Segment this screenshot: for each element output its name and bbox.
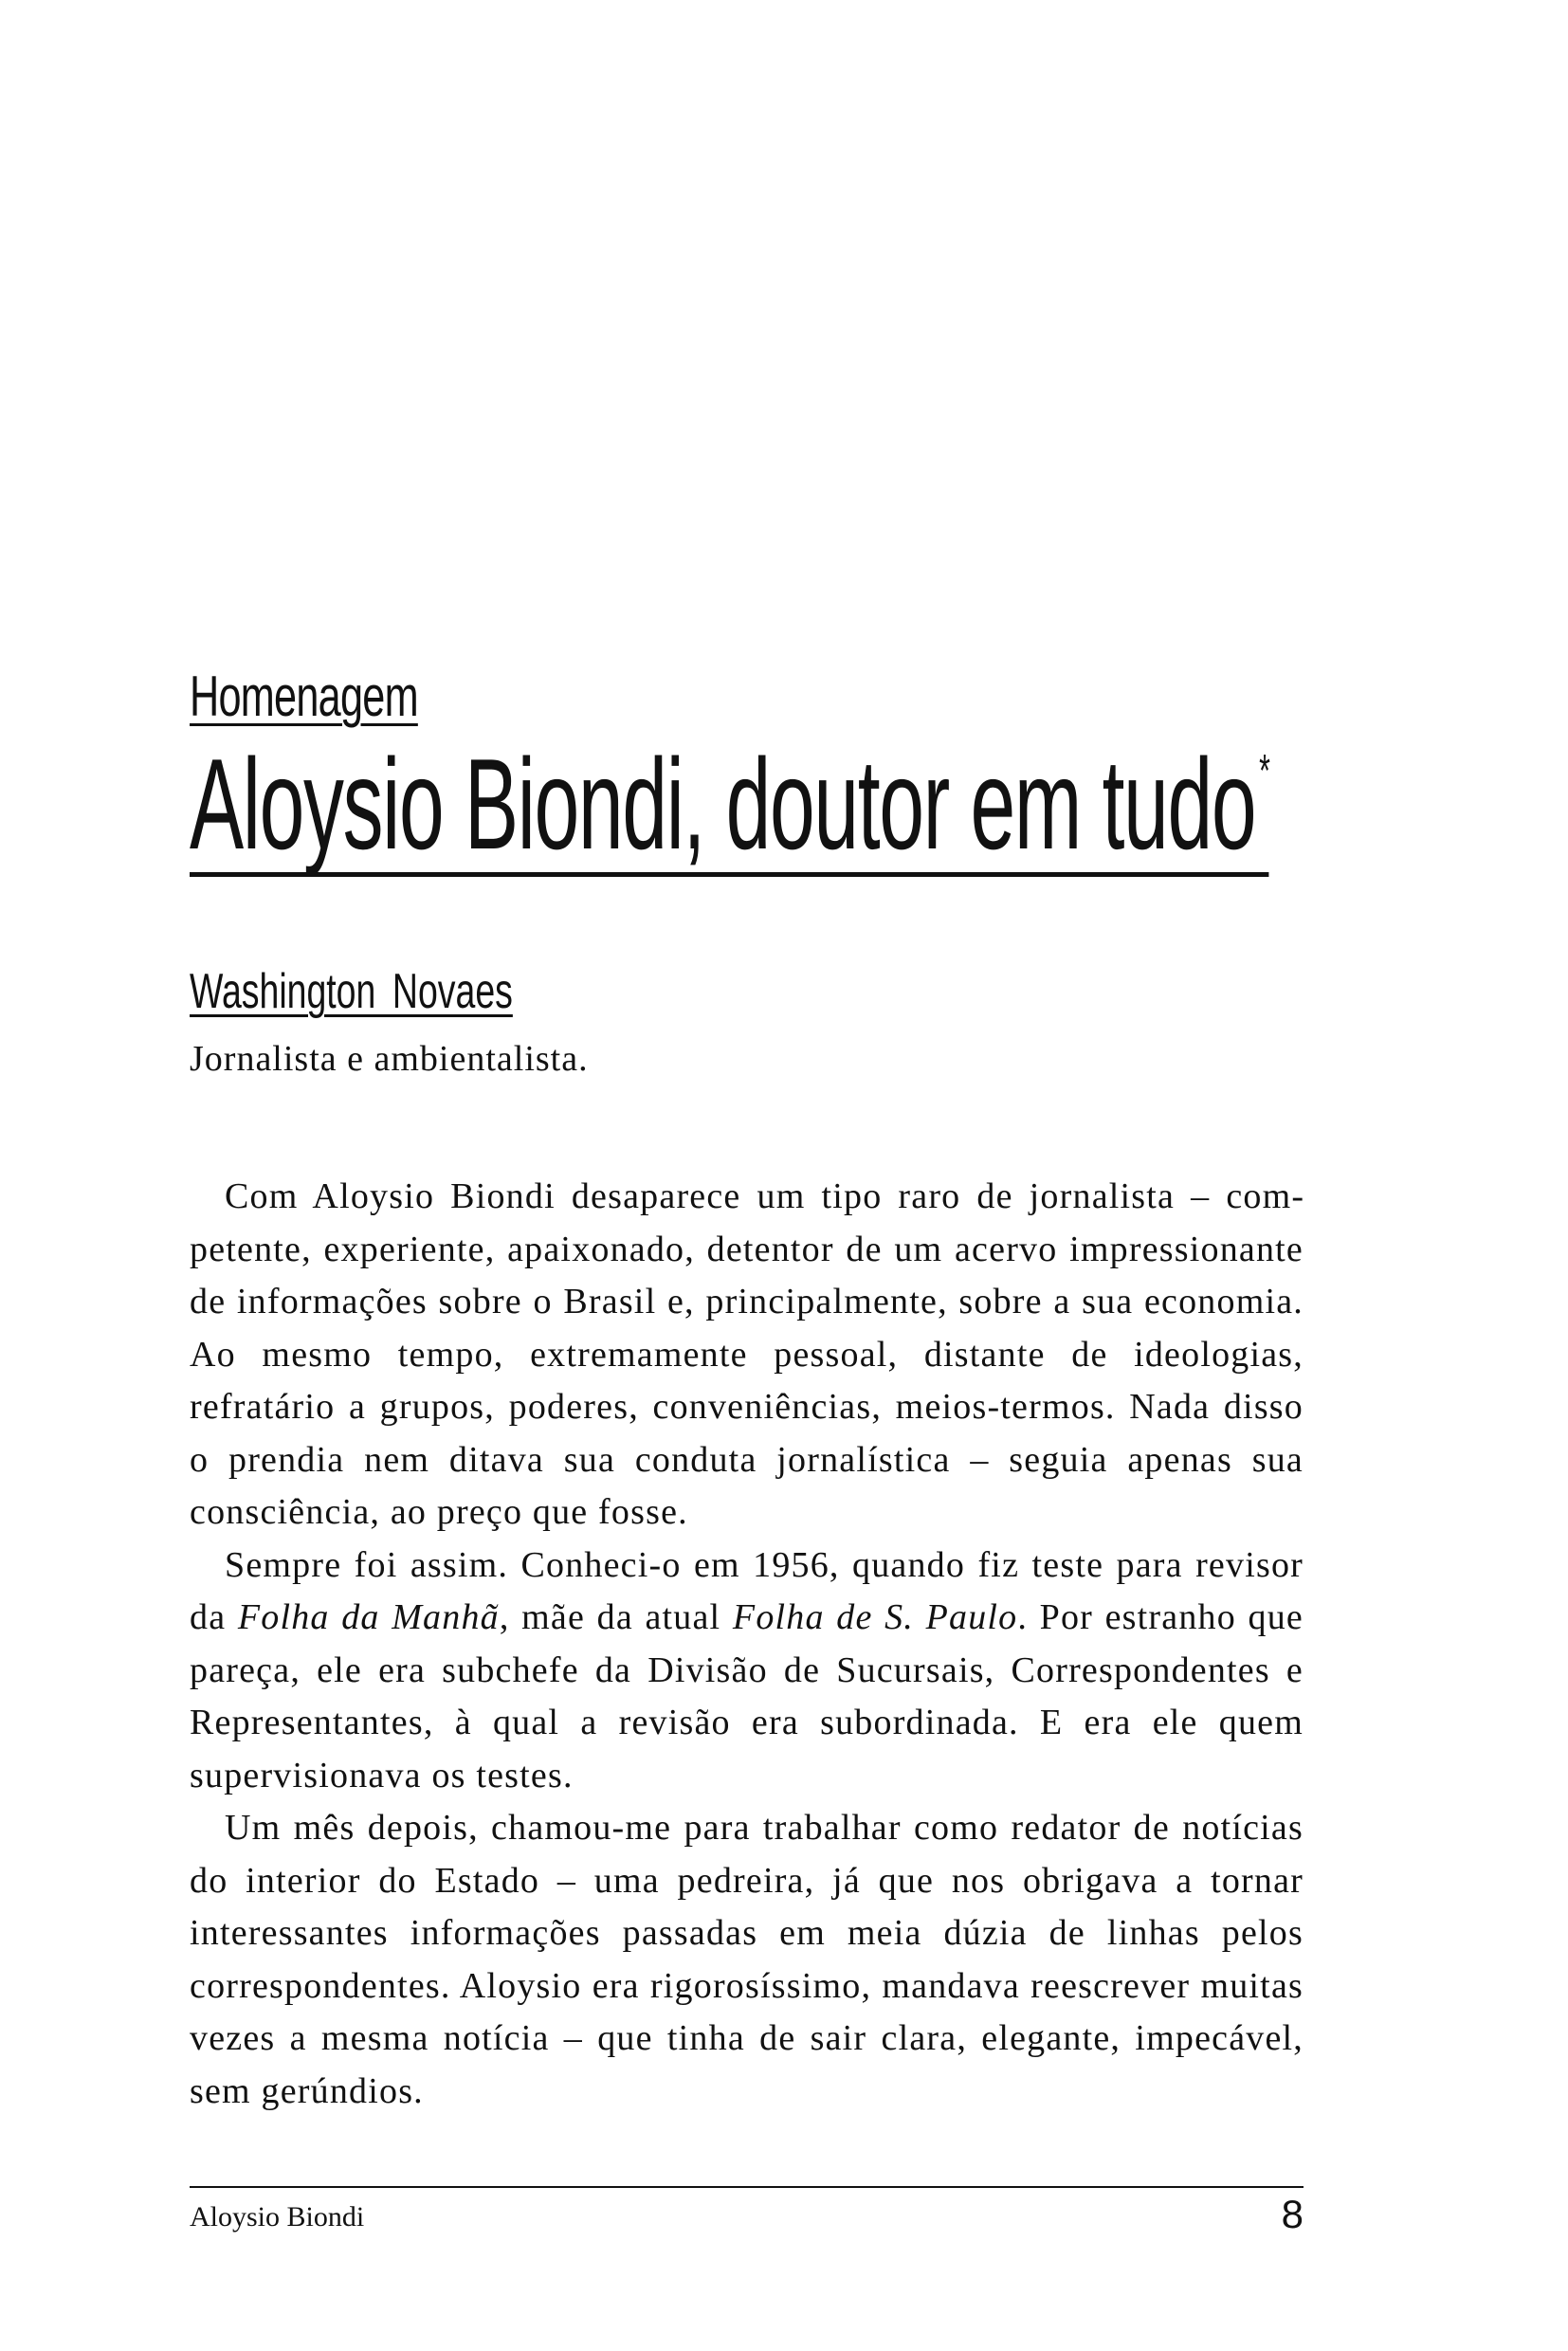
article-title-text: Aloysio Biondi, doutor em tudo: [190, 732, 1256, 876]
paragraph-2: [190, 1540, 1304, 1803]
footer-divider: [190, 2186, 1304, 2188]
paragraph-2-text-e: . Por estranho que pareça, ele era subchefe da Divisão de Sucursais, Correspondentes e Representantes, à qual a revisão era subordinada. E era ele quem supervisionava os testes.: [190, 1597, 1304, 1795]
article-title-block: [190, 732, 1568, 877]
paragraph-3: Um mês depois, chamou-me para trabalhar como redator de notícias do interior do Estado – uma pedreira, já que nos obrigava a tornar interessantes informações passadas em meia dúzia de linhas pelos correspondentes. Aloysio era rigorosíssimo, mandava reescrever muitas vezes a mesma notícia – que tinha de sair clara, elegante, impecável, sem gerúndios.: [190, 1808, 1304, 2111]
section-label: Homenagem: [190, 665, 418, 728]
author-role: Jornalista e ambientalista.: [190, 1039, 589, 1079]
article-body: [190, 1171, 1304, 2118]
newspaper-name-folha-de-s-paulo: Folha de S. Paulo: [732, 1597, 1018, 1637]
article-title: [190, 732, 1269, 877]
paragraph-2-text-a: Sempre foi assim. Conheci-o em 1956, quando fiz teste para revisor da: [190, 1544, 1304, 1637]
author-name: Washington Novaes: [190, 964, 513, 1019]
footnote-marker: *: [1259, 746, 1269, 796]
paragraph-1: Com Aloysio Biondi desaparece um tipo raro de jornalista – competente, experiente, apaixonado, detentor de um acervo impressionante de informações sobre o Brasil e, principalmente, sobre a sua economia. Ao mesmo tempo, extremamente pessoal, distante de ideologias, refratário a grupos, poderes, conveniências, meios-termos. Nada disso o prendia nem ditava sua conduta jornalística – seguia apenas sua consciência, ao preço que fosse.: [190, 1176, 1304, 1532]
page-number: 8: [1281, 2192, 1304, 2236]
running-footer-title: Aloysio Biondi: [190, 2201, 365, 2233]
paragraph-2-text-c: , mãe da atual: [499, 1597, 733, 1637]
newspaper-name-folha-da-manha: Folha da Manhã: [237, 1597, 500, 1637]
